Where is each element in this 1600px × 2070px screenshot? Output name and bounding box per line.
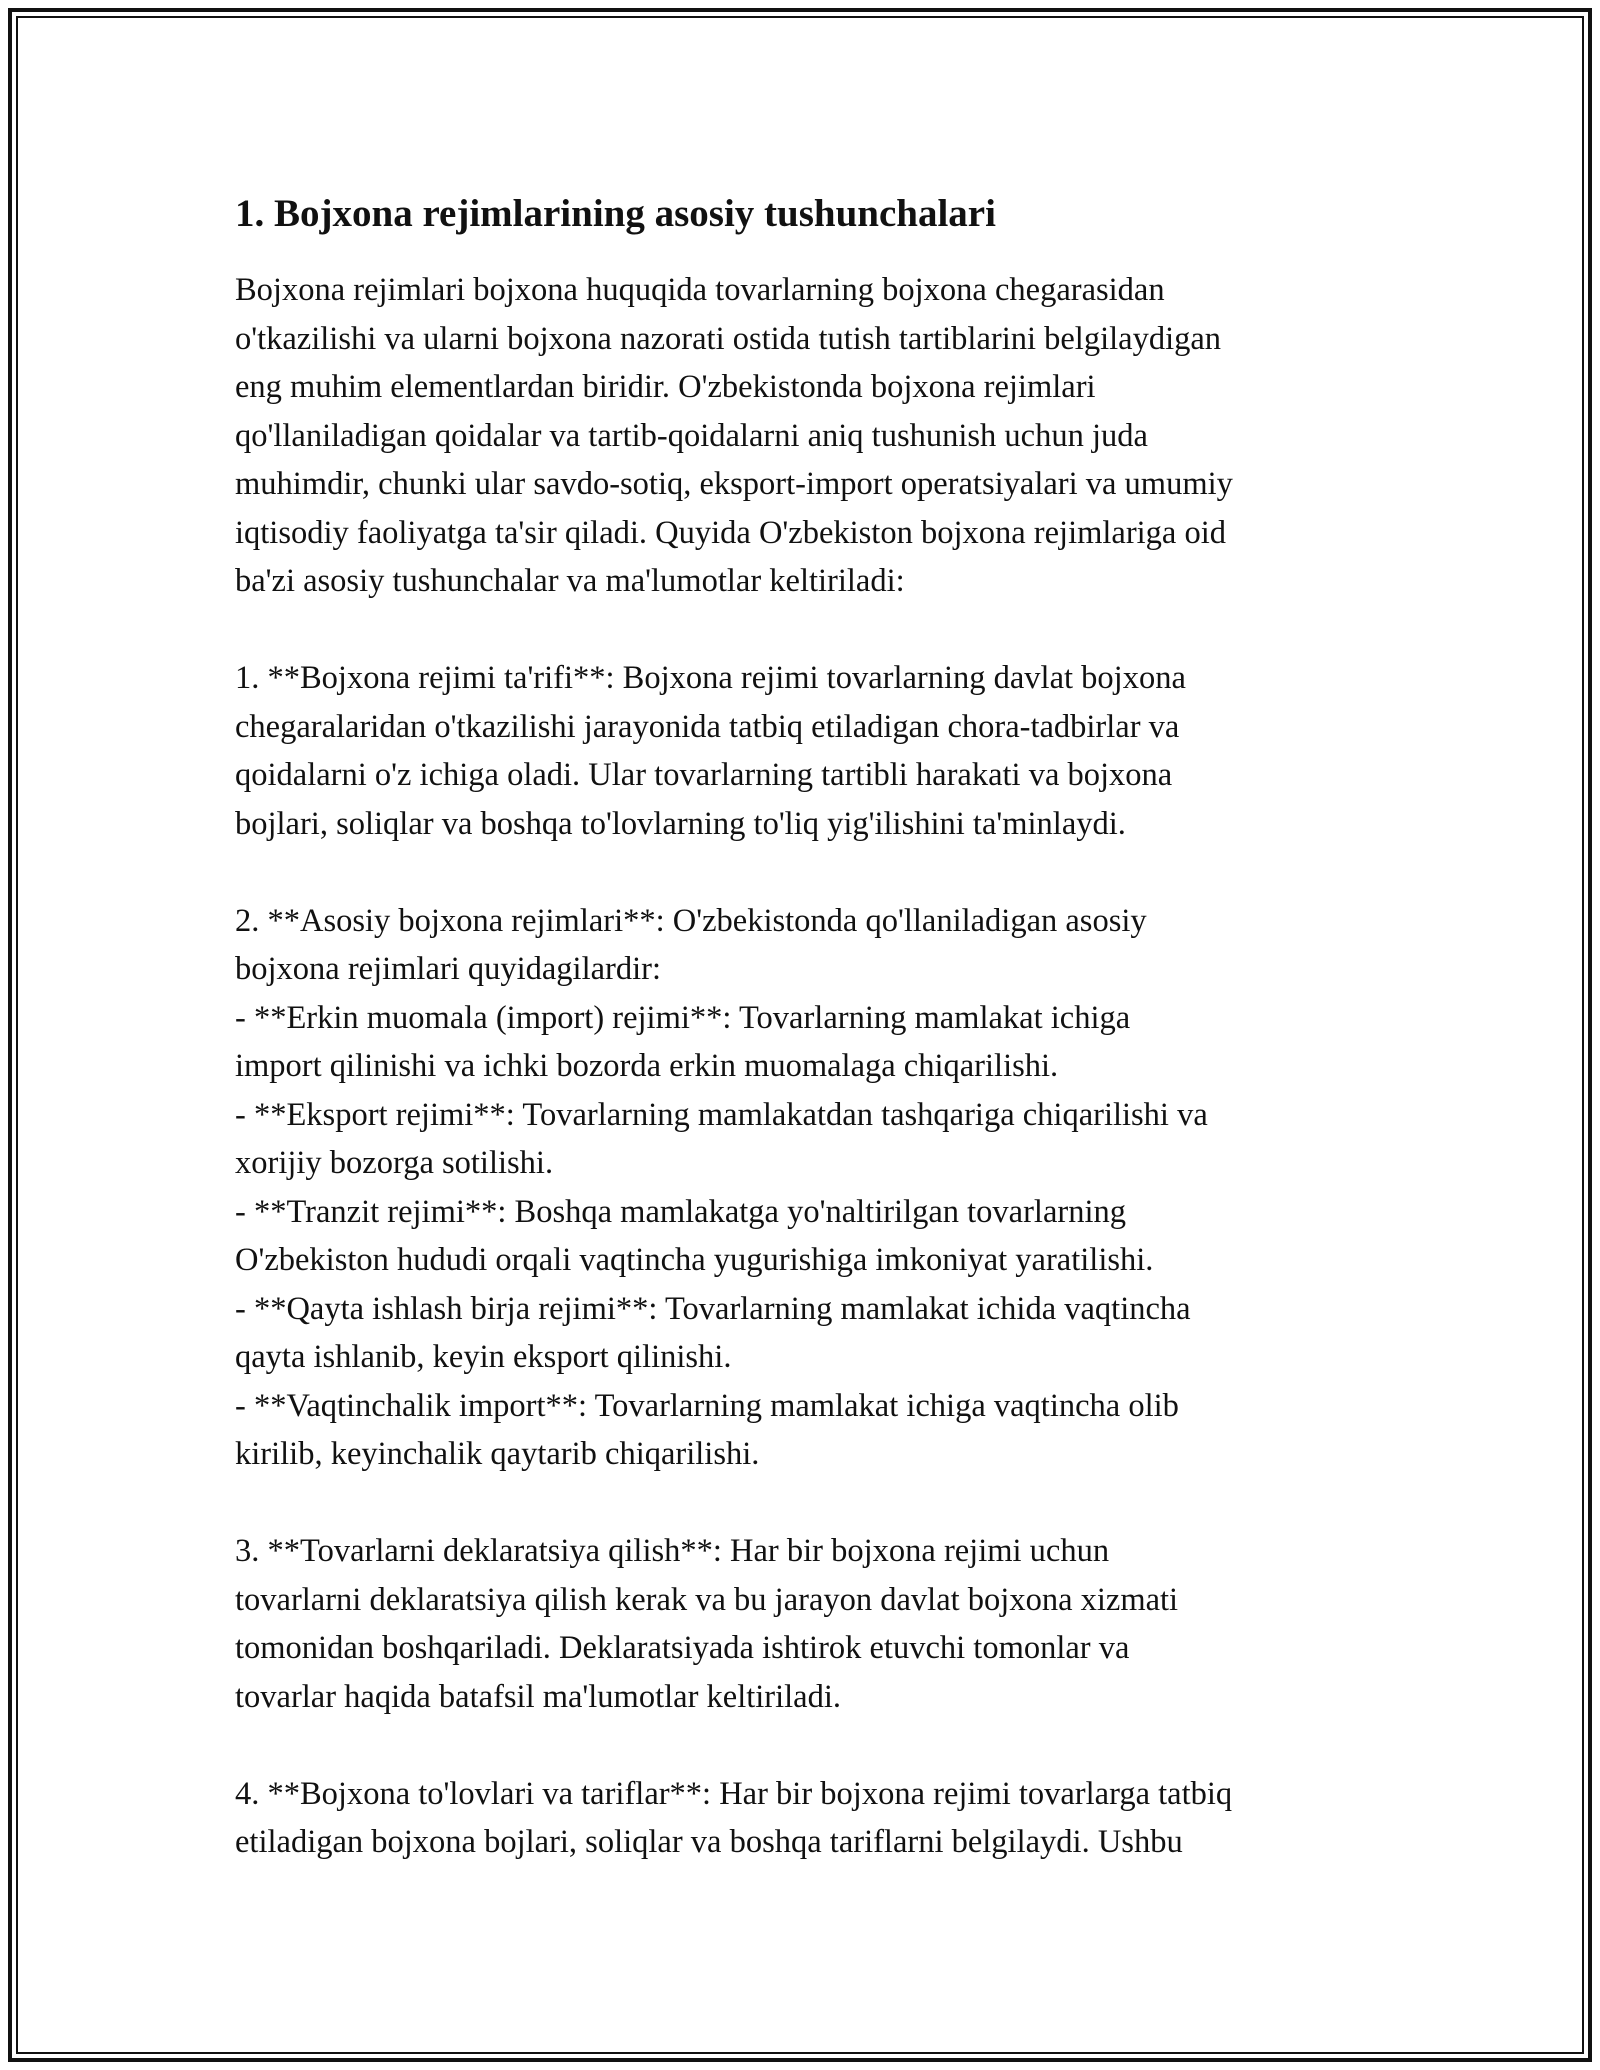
paragraph-spacer: [235, 1479, 1375, 1528]
paragraph-spacer: [235, 848, 1375, 897]
item-1-paragraph: 1. **Bojxona rejimi ta'rifi**: Bojxona rejimi tovarlarning davlat bojxona chegaralaridan o'tkazilishi jarayonida tatbiq etiladigan chora-tadbirlar va qoidalarni o'z ichiga oladi. Ular tovarlarning tartibli harakati va bojxona bojlari, soliqlar va boshqa to'lovlarning to'liq yig'ilishini ta'minlaydi.: [235, 660, 1186, 842]
item-3-paragraph: 3. **Tovarlarni deklaratsiya qilish**: Har bir bojxona rejimi uchun tovarlarni deklaratsiya qilish kerak va bu jarayon davlat bojxona xizmati tomonidan boshqariladi. Deklaratsiyada ishtirok etuvchi tomonlar va tovarlar haqida batafsil ma'lumotlar keltiriladi.: [235, 1533, 1179, 1715]
section-heading: 1. Bojxona rejimlarining asosiy tushunchalari: [235, 192, 996, 235]
paragraph-spacer: [235, 1721, 1375, 1770]
paragraph-spacer: [235, 606, 1375, 655]
item-4-paragraph: 4. **Bojxona to'lovlari va tariflar**: Har bir bojxona rejimi tovarlarga tatbiq etiladigan bojxona bojlari, soliqlar va boshqa tariflarni belgilaydi. Ushbu: [235, 1775, 1233, 1860]
intro-paragraph: Bojxona rejimlari bojxona huquqida tovarlarning bojxona chegarasidan o'tkazilishi va ularni bojxona nazorati ostida tutish tartiblarini belgilaydigan eng muhim elementlardan biridir. O'zbekistonda bojxona rejimlari qo'llaniladigan qoidalar va tartib-qoidalarni aniq tushunish uchun juda muhimdir, chunki ular savdo-sotiq, eksport-import operatsiyalari va umumiy iqtisodiy faoliyatga ta'sir qiladi. Quyida O'zbekiston bojxona rejimlariga oid ba'zi asosiy tushunchalar va ma'lumotlar keltiriladi:: [235, 272, 1233, 599]
item-2-paragraph: 2. **Asosiy bojxona rejimlari**: O'zbekistonda qo'llaniladigan asosiy bojxona rejimlari quyidagilardir: - **Erkin muomala (import) rejimi**: Tovarlarning mamlakat ichiga import qilinishi va ichki bozorda erkin muomalaga chiqarilishi. - **Eksport rejimi**: Tovarlarning mamlakatdan tashqariga chiqarilishi va xorijiy bozorga sotilishi. - **Tranzit rejimi**: Boshqa mamlakatga yo'naltirilgan tovarlarning O'zbekiston hududi orqali vaqtincha yugurishiga imkoniyat yaratilishi. - **Qayta ishlash birja rejimi**: Tovarlarning mamlakat ichida vaqtincha qayta ishlanib, keyin eksport qilinishi. - **Vaqtinchalik import**: Tovarlarning mamlakat ichiga vaqtincha olib kirilib, keyinchalik qaytarib chiqarilishi.: [235, 902, 1208, 1472]
document-body: [235, 186, 1375, 1867]
